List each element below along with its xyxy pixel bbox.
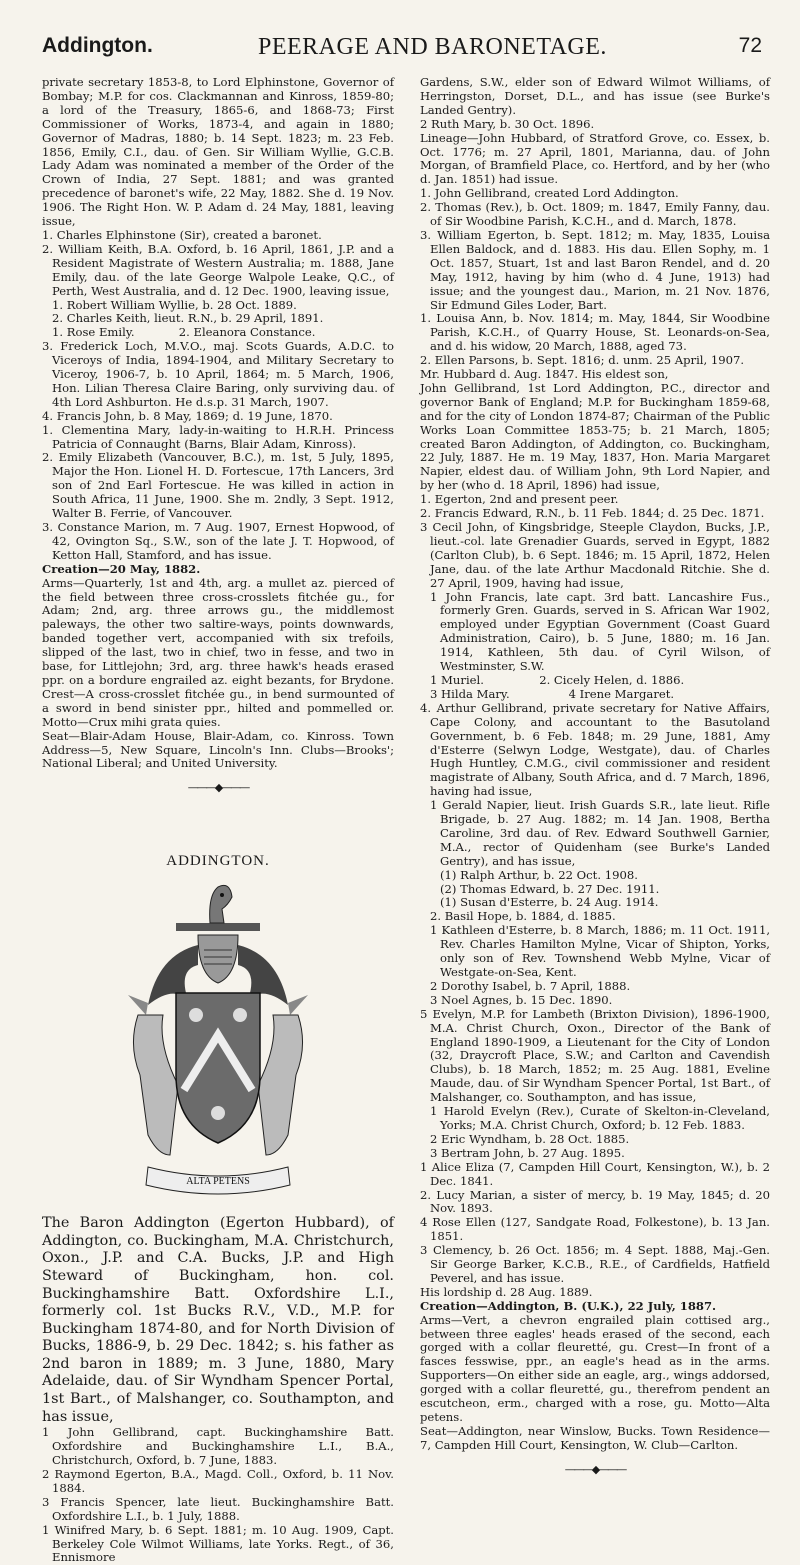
- peer-biography: The Baron Addington (Egerton Hubbard), of Addington, co. Buckingham, M.A. Christchurch, Oxon., J.P. and C.A. Bucks, J.P. and High Steward of Buckingham, hon. col. Buckinghamshire Batt. Oxfordshire L.I., formerly col. 1st Bucks R.V., V.D., M.P. for Buckingham 1874-80, and for North Division of Bucks, 1886-9, b. 29 Dec. 1842; s. his father as 2nd baron in 1889; m. 3 June, 1880, Mary Adelaide, dau. of Sir Wyndham Spencer Portal, 1st Bart., of Malshanger, co. Southampton, and has issue,: [42, 1215, 394, 1425]
- issue-item: 1. Clementina Mary, lady-in-waiting to H.R.H. Princess Patricia of Connaught (Barns, Blair Adam, Kinross).: [42, 422, 394, 451]
- left-column: [42, 76, 394, 1565]
- issue-subitem-row: [420, 688, 770, 702]
- issue-item: 4 Rose Ellen (127, Sandgate Road, Folkestone), b. 13 Jan. 1851.: [420, 1215, 770, 1244]
- adam-paragraph: private secretary 1853-8, to Lord Elphinstone, Governor of Bombay; M.P. for cos. Clackmannan and Kinross, 1859-80; a lord of the Treasury, 1865-6, and 1868-73; First Commissioner of Works, 1873-4, and again in 1880; Governor of Madras, 1880; b. 14 Sept. 1823; m. 23 Feb. 1856, Emily, C.I., dau. of Gen. Sir William Wyllie, G.C.B. Lady Adam was nominated a member of the Order of the Crown of India, 27 Sept. 1881; and was granted precedence of baronet's wife, 22 May, 1882. She d. 19 Nov. 1906. The Right Hon. W. P. Adam d. 24 May, 1881, leaving issue,: [42, 75, 394, 229]
- issue-item: 1 Alice Eliza (7, Campden Hill Court, Kensington, W.), b. 2 Dec. 1841.: [420, 1159, 770, 1188]
- issue-subsubitem: (2) Thomas Edward, b. 27 Dec. 1911.: [440, 881, 660, 896]
- first-lord-paragraph: John Gellibrand, 1st Lord Addington, P.C., director and governor Bank of England; M.P. for Buckingham 1859-68, and for the city of London 1874-87; Chairman of the Public Works Loan Committee 1853-75; b. 21 March, 1805; created Baron Addington, of Addington, co. Buckingham, 22 July, 1887. He m. 19 May, 1837, Hon. Maria Margaret Napier, eldest dau. of William John, 9th Lord Napier, and by her (who d. 18 April, 1896) had issue,: [420, 380, 770, 493]
- issue-subitem: 2. Basil Hope, b. 1884, d. 1885.: [430, 909, 616, 924]
- issue-item: 4. Arthur Gellibrand, private secretary for Native Affairs, Cape Colony, and accountant to the Basutoland Government, b. 6 Feb. 1848; m. 29 June, 1881, Amy d'Esterre (Selwyn Lodge, Westgate), dau. of Charles Hugh Huntley, C.M.G., civil commissioner and resident magistrate of Albany, South Africa, and d. 7 March, 1896, having had issue,: [420, 700, 770, 799]
- issue-item: 3 Francis Spencer, late lieut. Buckinghamshire Batt. Oxfordshire L.I., b. 1 July, 1888.: [42, 1494, 394, 1523]
- issue-item: 3 Cecil John, of Kingsbridge, Steeple Claydon, Bucks, J.P., lieut.-col. late Grenadier Guards, served in Egypt, 1882 (Carlton Club), b. 6 Sept. 1846; m. 15 April, 1872, Helen Jane, dau. of the late Arthur Macdonald Ritchie. She d. 27 April, 1909, having had issue,: [420, 520, 770, 590]
- running-head-book: PEERAGE AND BARONETAGE.: [258, 34, 607, 60]
- issue-subitem: 3 Noel Agnes, b. 15 Dec. 1890.: [430, 992, 613, 1007]
- issue-subitem: 1 Harold Evelyn (Rev.), Curate of Skelton-in-Cleveland, Yorks; M.A. Christ Church, Oxford; b. 12 Feb. 1883.: [430, 1104, 770, 1132]
- lineage-item: 2. Thomas (Rev.), b. Oct. 1809; m. 1847, Emily Fanny, dau. of Sir Woodbine Parish, K.C.H., and d. March, 1878.: [420, 200, 770, 229]
- issue-subitem: 1. Robert William Wyllie, b. 28 Oct. 1889.: [52, 297, 297, 312]
- right-column: [420, 76, 770, 1487]
- page-number: 72: [738, 34, 762, 57]
- running-head-title: Addington.: [42, 34, 153, 57]
- creation-line: Creation—Addington, B. (U.K.), 22 July, 1887.: [420, 1298, 717, 1313]
- issue-item: 2 Raymond Egerton, B.A., Magd. Coll., Oxford, b. 11 Nov. 1884.: [42, 1466, 394, 1495]
- issue-item: 1 John Gellibrand, capt. Buckinghamshire Batt. Oxfordshire and Buckinghamshire L.I., B.A., Christchurch, Oxford, b. 7 June, 1883.: [42, 1425, 394, 1468]
- issue-subitem: 1 Muriel.: [430, 672, 484, 687]
- issue-subitem: 1 Kathleen d'Esterre, b. 8 March, 1886; m. 11 Oct. 1911, Rev. Charles Hamilton Mylne, Vicar of Shipton, Yorks, only son of Rev. Townshend Webb Mylne, Vicar of Westgate-on-Sea, Kent.: [430, 923, 770, 979]
- creation-line: Creation—20 May, 1882.: [42, 561, 201, 576]
- lineage-item: 1. Louisa Ann, b. Nov. 1814; m. May, 1844, Sir Woodbine Parish, K.C.H., of Quarry House, St. Leonards-on-Sea, and d. his widow, 20 March, 1888, aged 73.: [420, 311, 770, 354]
- coat-of-arms-image: [118, 875, 318, 1215]
- issue-subitem: 3 Hilda Mary.: [430, 686, 510, 701]
- arms-blazon: Arms—Quarterly, 1st and 4th, arg. a mullet az. pierced of the field between three cross-crosslets fitchée gu., for Adam; 2nd, arg. three arrows gu., the middlemost paleways, the other two saltire-ways, points downwards, banded together vert, accompanied with six trefoils, slipped of the last, two in chief, two in fesse, and two in base, for Littlejohn; 3rd, arg. three hawk's heads erased ppr. on a bordure engrailed az. eight bezants, for Brydone. Crest—A cross-crosslet fitchée gu., in bend surmounted of a sword in bend sinister ppr., hilted and pommelled or. Motto—Crux mihi grata quies.: [42, 575, 394, 729]
- separator-rule: ———◆———: [564, 1462, 626, 1476]
- issue-item: 5 Evelyn, M.P. for Lambeth (Brixton Division), 1896-1900, M.A. Christ Church, Oxon., Director of the Bank of England 1890-1909, a Lieutenant for the City of London (32, Draycroft Place, S.W.; and Carlton and Cavendish Clubs), b. 18 March, 1852; m. 25 Aug. 1881, Eveline Maude, dau. of Sir Wyndham Spencer Portal, 1st Bart., of Malshanger, co. Southampton, and has issue,: [420, 1006, 770, 1105]
- issue-subitem: 2. Charles Keith, lieut. R.N., b. 29 April, 1891.: [52, 311, 324, 326]
- issue-subitem: 1 John Francis, late capt. 3rd batt. Lancashire Fus., formerly Gren. Guards, served in S. African War 1902, employed under Egyptian Government (Coast Guard Administration, Cairo), b. 5 June, 1880; m. 16 Jan. 1914, Kathleen, 5th dau. of Cyril Wilson, of Westminster, S.W.: [430, 589, 770, 674]
- issue-subitem: 2. Cicely Helen, d. 1886.: [539, 672, 685, 687]
- issue-item: 2. Francis Edward, R.N., b. 11 Feb. 1844; d. 25 Dec. 1871.: [420, 506, 765, 521]
- issue-item: 2 Ruth Mary, b. 30 Oct. 1896.: [420, 116, 595, 131]
- death-line: His lordship d. 28 Aug. 1889.: [420, 1284, 593, 1299]
- issue-subitem: 3 Bertram John, b. 27 Aug. 1895.: [430, 1145, 625, 1160]
- issue-subitem: 2 Dorothy Isabel, b. 7 April, 1888.: [430, 978, 631, 993]
- issue-item: 1. Charles Elphinstone (Sir), created a baronet.: [42, 227, 322, 242]
- lineage-note: Mr. Hubbard d. Aug. 1847. His eldest son,: [420, 367, 669, 382]
- issue-subitem: 4 Irene Margaret.: [568, 686, 675, 701]
- issue-item: 4. Francis John, b. 8 May, 1869; d. 19 June, 1870.: [42, 408, 333, 423]
- issue-subsubitem: (1) Ralph Arthur, b. 22 Oct. 1908.: [440, 867, 638, 882]
- lineage-paragraph: Lineage—John Hubbard, of Stratford Grove, co. Essex, b. Oct. 1776; m. 27 April, 1801, Marianna, dau. of John Morgan, of Bramfield Place, co. Hertford, and by her (who d. Jan. 1851) had issue.: [420, 130, 770, 187]
- issue-item: 2. Emily Elizabeth (Vancouver, B.C.), m. 1st, 5 July, 1895, Major the Hon. Lionel H. D. Fortescue, 17th Lancers, 3rd son of 2nd Earl Fortescue. He was killed in action in South Africa, 11 June, 1900. She m. 2ndly, 3 Sept. 1912, Walter B. Ferrie, of Vancouver.: [42, 450, 394, 521]
- issue-item: 2. Lucy Marian, a sister of mercy, b. 19 May, 1845; d. 20 Nov. 1893.: [420, 1187, 770, 1216]
- separator-rule: ———◆———: [187, 781, 249, 795]
- issue-item: 3 Clemency, b. 26 Oct. 1856; m. 4 Sept. 1888, Maj.-Gen. Sir George Barker, K.C.B., R.E., of Cardfields, Hatfield Peverel, and has issue.: [420, 1243, 770, 1285]
- issue-item: 3. Frederick Loch, M.V.O., maj. Scots Guards, A.D.C. to Viceroys of India, 1894-1904, and Military Secretary to Viceroy, 1906-7, b. 10 April, 1864; m. 5 March, 1906, Hon. Lilian Theresa Claire Baring, only surviving dau. of 4th Lord Ashburton. He d.s.p. 31 March, 1907.: [42, 339, 394, 409]
- issue-subitem-row: [42, 326, 394, 340]
- issue-subitem-row: [420, 674, 770, 688]
- issue-item: 1. Egerton, 2nd and present peer.: [420, 492, 619, 507]
- continuation-paragraph: Gardens, S.W., elder son of Edward Wilmot Williams, of Herringston, Dorset, D.L., and has issue (see Burke's Landed Gentry).: [420, 75, 770, 117]
- lineage-item: 3. William Egerton, b. Sept. 1812; m. May, 1835, Louisa Ellen Baldock, and d. 1883. His dau. Ellen Sophy, m. 1 Oct. 1857, Stuart, 1st and last Baron Rendel, and d. 20 May, 1912, having by him (who d. 4 June, 1913) had issue; and the youngest dau., Marion, m. 21 Nov. 1876, Sir Edmund Giles Loder, Bart.: [420, 227, 770, 312]
- arms-blazon: Arms—Vert, a chevron engrailed plain cottised arg., between three eagles' heads erased of the second, each gorged with a collar fleuretté, gu. Crest—In front of a fasces fesswise, ppr., an eagle's head as in the arms. Supporters—On either side an eagle, arg., wings addorsed, gorged with a collar fleuretté, gu., therefrom pendent an escutcheon, erm., charged with a rose, gu. Motto—Alta petens.: [420, 1312, 770, 1424]
- issue-subsubitem: (1) Susan d'Esterre, b. 24 Aug. 1914.: [440, 895, 659, 910]
- svg-text:ALTA PETENS: ALTA PETENS: [186, 1176, 250, 1188]
- issue-item: 3. Constance Marion, m. 7 Aug. 1907, Ernest Hopwood, of 42, Ovington Sq., S.W., son of the late J. T. Hopwood, of Ketton Hall, Stamford, and has issue.: [42, 520, 394, 562]
- issue-subitem: 1 Gerald Napier, lieut. Irish Guards S.R., late lieut. Rifle Brigade, b. 27 Aug. 1882; m. 14 Jan. 1908, Bertha Caroline, 3rd dau. of Rev. Edward Southwell Garnier, M.A., rector of Quidenham (see Burke's Landed Gentry), and has issue,: [430, 798, 770, 868]
- page-header: [0, 34, 800, 74]
- lineage-item: 1. John Gellibrand, created Lord Addington.: [420, 186, 679, 201]
- issue-item: 2. William Keith, B.A. Oxford, b. 16 April, 1861, J.P. and a Resident Magistrate of Western Australia; m. 1888, Jane Emily, dau. of the late George Walpole Leake, Q.C., of Perth, West Australia, and d. 12 Dec. 1900, leaving issue,: [42, 241, 394, 298]
- coat-of-arms-icon: [118, 875, 318, 1215]
- issue-item: 1 Winifred Mary, b. 6 Sept. 1881; m. 10 Aug. 1909, Capt. Berkeley Cole Wilmot Williams, late Yorks. Regt., of 36, Ennismore: [42, 1522, 394, 1565]
- seat-line: Seat—Addington, near Winslow, Bucks. Town Residence—7, Campden Hill Court, Kensington, W. Club—Carlton.: [420, 1423, 770, 1452]
- lineage-item: 2. Ellen Parsons, b. Sept. 1816; d. unm. 25 April, 1907.: [420, 353, 745, 368]
- issue-subitem: 1. Rose Emily.: [52, 325, 135, 340]
- arms-heading: ADDINGTON.: [166, 853, 270, 870]
- issue-subitem: 2. Eleanora Constance.: [178, 325, 316, 340]
- seat-line: Seat—Blair-Adam House, Blair-Adam, co. Kinross. Town Address—5, New Square, Lincoln's Inn. Clubs—Brooks'; National Liberal; and United University.: [42, 728, 394, 771]
- issue-subitem: 2 Eric Wyndham, b. 28 Oct. 1885.: [430, 1131, 630, 1146]
